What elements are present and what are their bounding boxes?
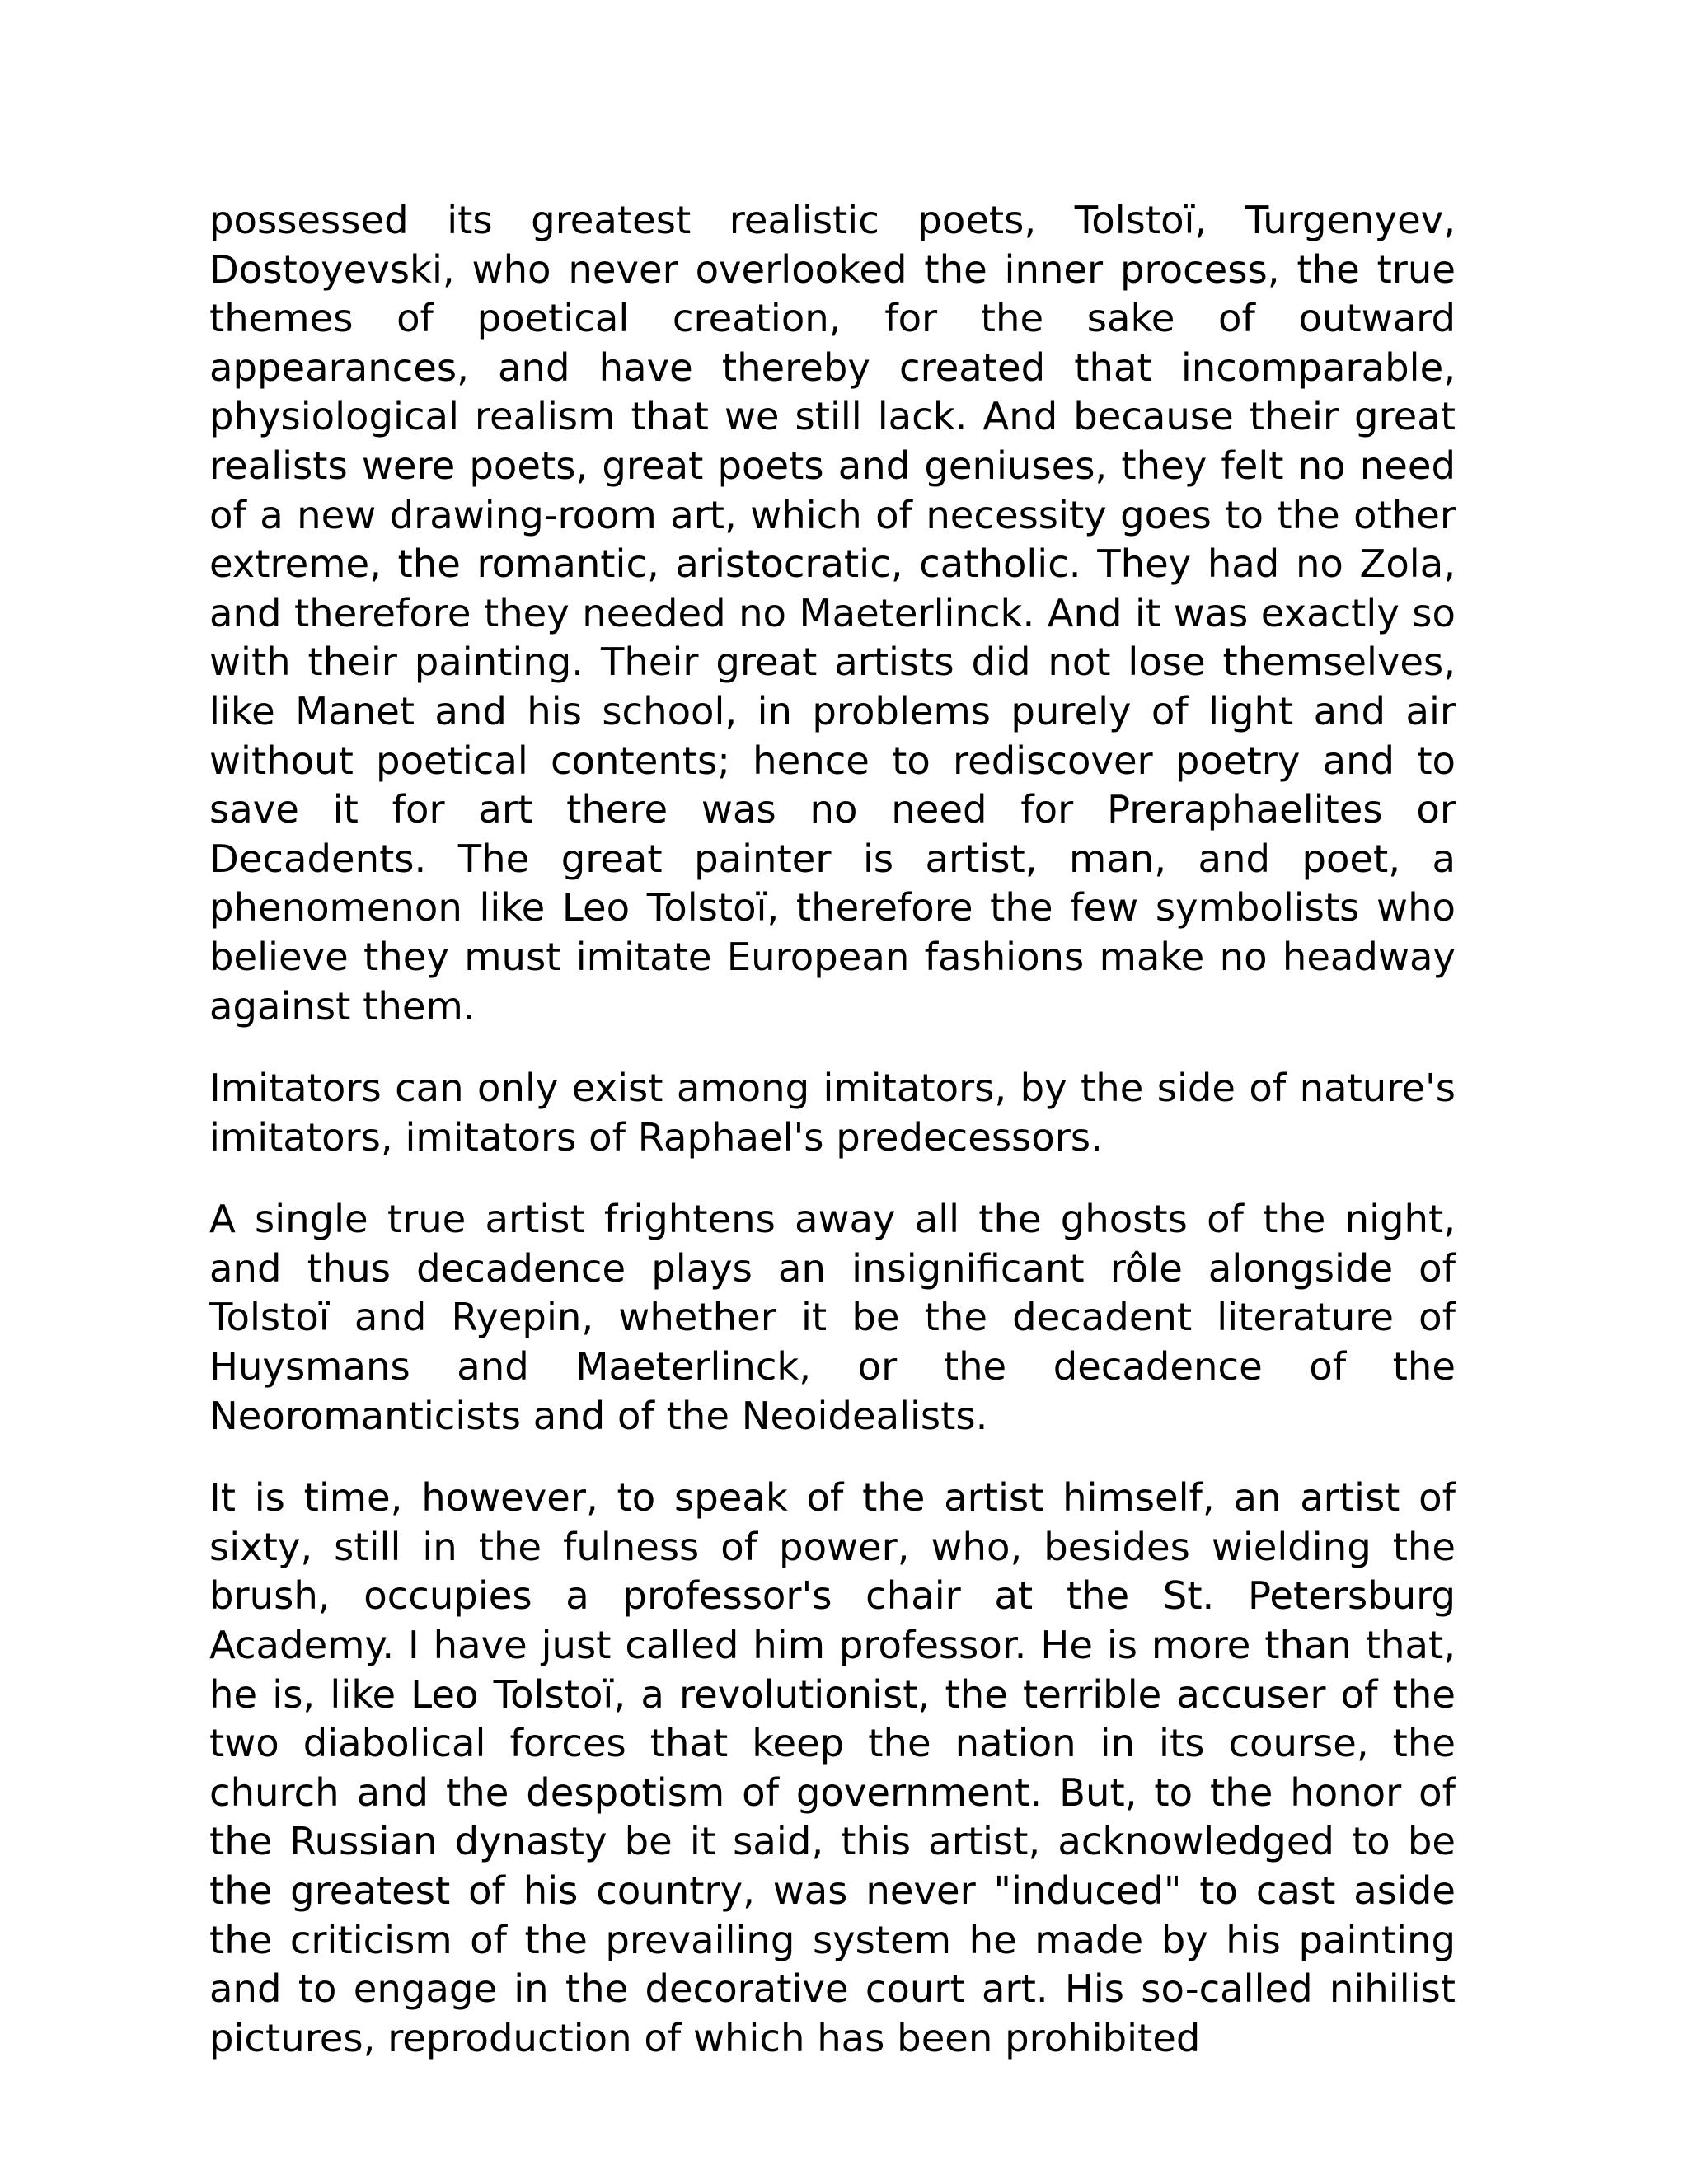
document-page <box>209 196 1456 2063</box>
paragraph-4: It is time, however, to speak of the artist himself, an artist of sixty, still in the fulness of power, who, besides wielding the brush, occupies a professor's chair at the St. Petersburg Academy. I have just called him professor. He is more than that, he is, like Leo Tolstoï, a revolutionist, the terrible accuser of the two diabolical forces that keep the nation in its course, the church and the despotism of government. But, to the honor of the Russian dynasty be it said, this artist, acknowledged to be the greatest of his country, was never "induced" to cast aside the criticism of the prevailing system he made by his painting and to engage in the decorative court art. His so-called nihilist pictures, reproduction of which has been prohibited <box>209 1475 1456 2060</box>
paragraph-2: Imitators can only exist among imitators, by the side of nature's imitators, imitators of Raphael's predecessors. <box>209 1066 1456 1160</box>
paragraph-3: A single true artist frightens away all the ghosts of the night, and thus decadence plays an insignificant rôle alongside of Tolstoï and Ryepin, whether it be the decadent literature of Huysmans and Maeterlinck, or the decadence of the Neoromanticists and of the Neoidealists. <box>209 1197 1456 1438</box>
paragraph-1: possessed its greatest realistic poets, Tolstoï, Turgenyev, Dostoyevski, who never overlooked the inner process, the true themes of poetical creation, for the sake of outward appearances, and have thereby created that incomparable, physiological realism that we still lack. And because their great realists were poets, great poets and geniuses, they felt no need of a new drawing-room art, which of necessity goes to the other extreme, the romantic, aristocratic, catholic. They had no Zola, and therefore they needed no Maeterlinck. And it was exactly so with their painting. Their great artists did not lose themselves, like Manet and his school, in problems purely of light and air without poetical contents; hence to rediscover poetry and to save it for art there was no need for Preraphaelites or Decadents. The great painter is artist, man, and poet, a phenomenon like Leo Tolstoï, therefore the few symbolists who believe they must imitate European fashions make no headway against them. <box>209 198 1456 1029</box>
